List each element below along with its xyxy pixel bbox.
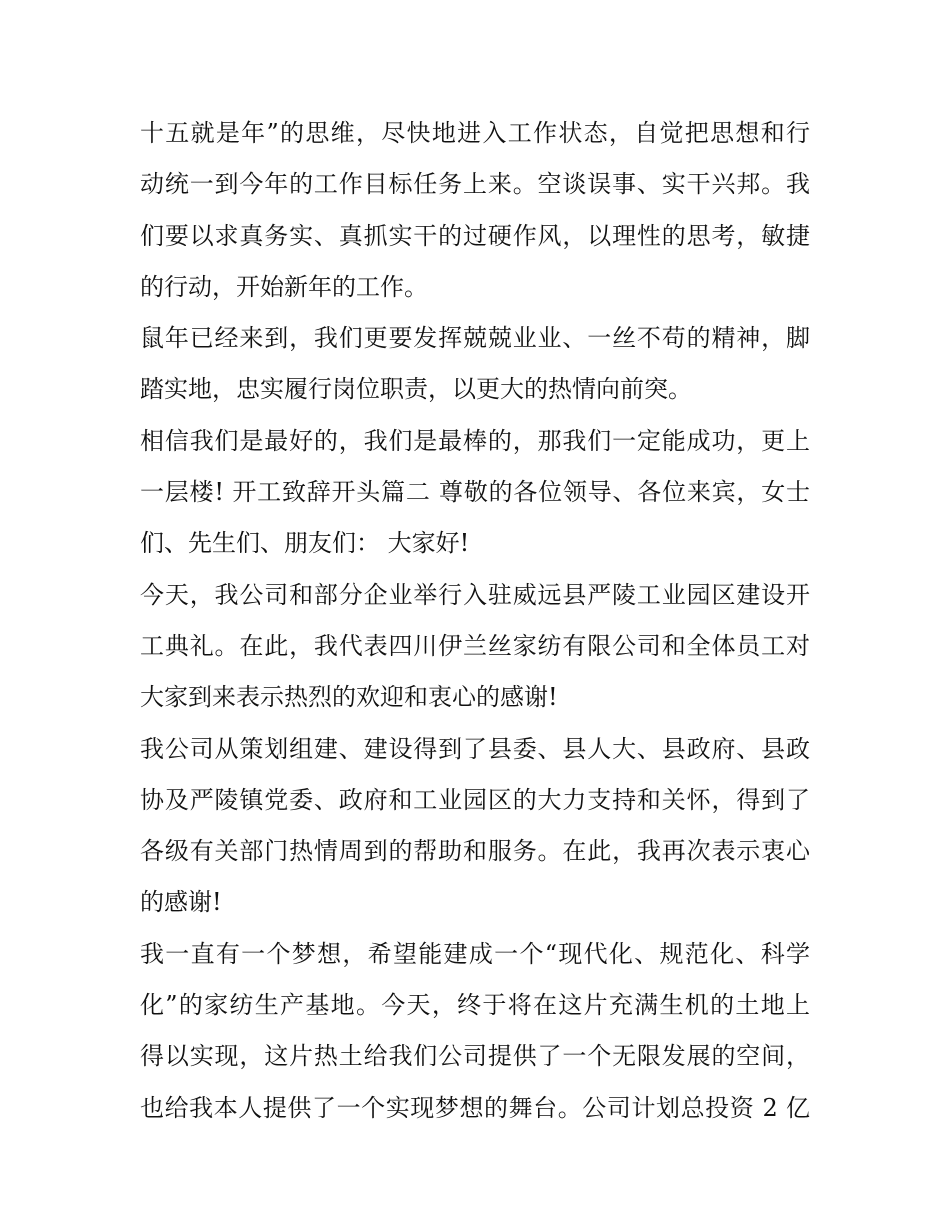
text-line-7: 相信我们是最好的，我们是最棒的，那我们一定能成功，更上 (140, 426, 810, 455)
text-line-12: 大家到来表示热烈的欢迎和衷心的感谢! (140, 683, 558, 712)
text-line-10: 今天，我公司和部分企业举行入驻威远县严陵工业园区建设开 (140, 580, 810, 609)
text-line-1: 十五就是年”的思维，尽快地进入工作状态，自觉把思想和行 (140, 119, 810, 147)
text-line-17: 我一直有一个梦想，希望能建成一个“现代化、规范化、科学 (140, 939, 810, 968)
text-line-13: 我公司从策划组建、建设得到了县委、县人大、县政府、县政 (140, 734, 810, 763)
text-line-2: 动统一到今年的工作目标任务上来。空谈误事、实干兴邦。我 (140, 170, 810, 199)
document-body (140, 108, 810, 1134)
text-line-14: 协及严陵镇党委、政府和工业园区的大力支持和关怀，得到了 (140, 785, 810, 814)
text-line-18: 化”的家纺生产基地。今天，终于将在这片充满生机的土地上 (140, 991, 810, 1020)
text-line-20: 也给我本人提供了一个实现梦想的舞台。公司计划总投资 2 亿 (140, 1093, 810, 1122)
text-line-3: 们要以求真务实、真抓实干的过硬作风，以理性的思考，敏捷 (140, 221, 810, 250)
text-line-8: 一层楼! 开工致辞开头篇二 尊敬的各位领导、各位来宾，女士 (140, 478, 810, 507)
text-line-4: 的行动，开始新年的工作。 (140, 272, 428, 301)
text-line-11: 工典礼。在此，我代表四川伊兰丝家纺有限公司和全体员工对 (140, 631, 810, 660)
text-line-5: 鼠年已经来到，我们更要发挥兢兢业业、一丝不苟的精神，脚 (140, 324, 810, 353)
text-line-15: 各级有关部门热情周到的帮助和服务。在此，我再次表示衷心 (140, 837, 810, 866)
text-line-19: 得以实现，这片热土给我们公司提供了一个无限发展的空间， (140, 1042, 810, 1071)
text-line-6: 踏实地，忠实履行岗位职责，以更大的热情向前突。 (140, 375, 692, 404)
text-line-16: 的感谢! (140, 888, 222, 917)
text-line-9: 们、先生们、朋友们： 大家好! (140, 529, 470, 558)
